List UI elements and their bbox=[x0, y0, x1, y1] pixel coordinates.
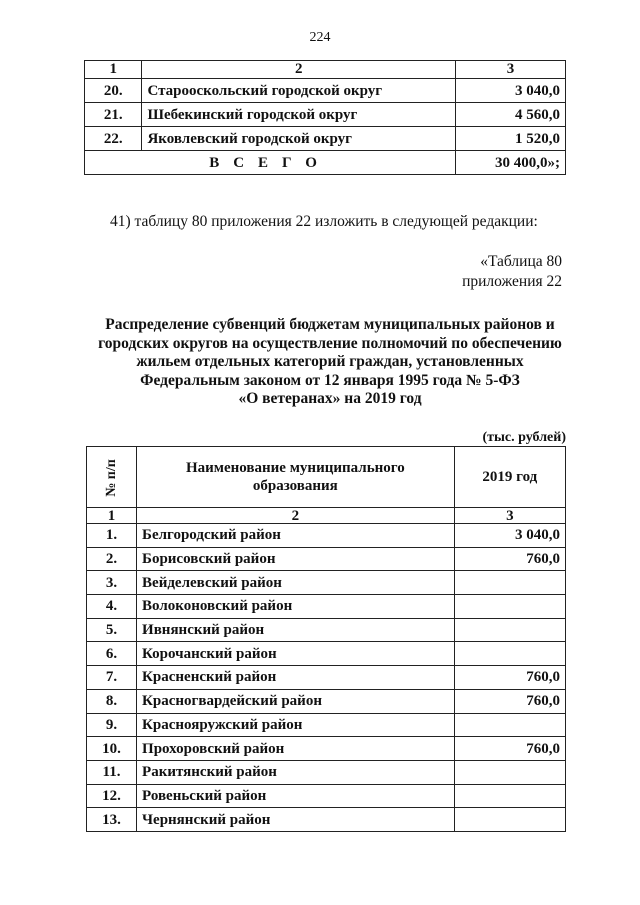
header-number bbox=[87, 447, 137, 508]
row-name: Ровеньский район bbox=[137, 784, 455, 808]
table-row bbox=[87, 808, 566, 832]
row-value bbox=[454, 784, 565, 808]
row-value bbox=[454, 713, 565, 737]
table-reference bbox=[462, 252, 562, 292]
column-number: 1 bbox=[85, 61, 142, 79]
row-name: Шебекинский городской округ bbox=[142, 103, 456, 127]
table-reference-line: «Таблица 80 bbox=[480, 253, 562, 270]
table-column-numbers bbox=[85, 61, 566, 79]
row-number: 20. bbox=[85, 79, 142, 103]
row-number: 6. bbox=[87, 642, 137, 666]
row-name: Корочанский район bbox=[137, 642, 455, 666]
row-number: 9. bbox=[87, 713, 137, 737]
row-value bbox=[454, 595, 565, 619]
row-number: 7. bbox=[87, 666, 137, 690]
title-line: Федеральным законом от 12 января 1995 года № 5-ФЗ bbox=[140, 371, 520, 389]
row-name: Ракитянский район bbox=[137, 760, 455, 784]
row-number: 2. bbox=[87, 547, 137, 571]
header-name-line: Наименование муниципального bbox=[185, 460, 405, 476]
row-value: 4 560,0 bbox=[456, 103, 566, 127]
row-value: 3 040,0 bbox=[456, 79, 566, 103]
row-name: Красненский район bbox=[137, 666, 455, 690]
title-line: Распределение субвенций бюджетам муниципальных районов и bbox=[105, 316, 555, 333]
title-line: городских округов на осуществление полномочий по обеспечению bbox=[98, 334, 562, 352]
table-row bbox=[87, 595, 566, 619]
row-value: 3 040,0 bbox=[454, 524, 565, 548]
row-name: Яковлевский городской округ bbox=[142, 127, 456, 151]
table-row bbox=[87, 666, 566, 690]
table-title bbox=[80, 316, 580, 409]
table-row bbox=[87, 642, 566, 666]
table-row bbox=[85, 127, 566, 151]
row-value: 760,0 bbox=[454, 689, 565, 713]
title-line: жильем отдельных категорий граждан, установленных bbox=[136, 353, 524, 370]
column-number: 2 bbox=[142, 61, 456, 79]
row-number: 12. bbox=[87, 784, 137, 808]
row-number: 10. bbox=[87, 737, 137, 761]
column-number: 3 bbox=[454, 508, 565, 524]
title-line: «О ветеранах» на 2019 год bbox=[238, 390, 422, 407]
table-column-numbers bbox=[87, 508, 566, 524]
total-value: 30 400,0»; bbox=[456, 151, 566, 175]
column-number: 1 bbox=[87, 508, 137, 524]
row-name: Красногвардейский район bbox=[137, 689, 455, 713]
row-value bbox=[454, 618, 565, 642]
header-number-label: № п/п bbox=[103, 458, 119, 497]
row-name: Краснояружский район bbox=[137, 713, 455, 737]
table-row bbox=[87, 689, 566, 713]
row-name: Чернянский район bbox=[137, 808, 455, 832]
row-number: 21. bbox=[85, 103, 142, 127]
row-number: 3. bbox=[87, 571, 137, 595]
table-row bbox=[87, 571, 566, 595]
amendment-instruction: 41) таблицу 80 приложения 22 изложить в следующей редакции: bbox=[110, 213, 538, 230]
row-number: 5. bbox=[87, 618, 137, 642]
row-value bbox=[454, 808, 565, 832]
continued-table bbox=[84, 60, 566, 175]
total-row bbox=[85, 151, 566, 175]
page-number: 224 bbox=[309, 30, 331, 45]
row-name: Волоконовский район bbox=[137, 595, 455, 619]
row-value: 1 520,0 bbox=[456, 127, 566, 151]
row-value: 760,0 bbox=[454, 737, 565, 761]
table-row bbox=[87, 524, 566, 548]
row-name: Старооскольский городской округ bbox=[142, 79, 456, 103]
table-reference-line: приложения 22 bbox=[462, 273, 562, 290]
row-name: Борисовский район bbox=[137, 547, 455, 571]
row-number: 8. bbox=[87, 689, 137, 713]
table-row bbox=[85, 103, 566, 127]
row-name: Прохоровский район bbox=[137, 737, 455, 761]
table-row bbox=[87, 547, 566, 571]
row-value bbox=[454, 760, 565, 784]
row-value bbox=[454, 642, 565, 666]
row-number: 22. bbox=[85, 127, 142, 151]
row-number: 11. bbox=[87, 760, 137, 784]
row-name: Вейделевский район bbox=[137, 571, 455, 595]
header-name bbox=[137, 447, 455, 508]
row-name: Ивнянский район bbox=[137, 618, 455, 642]
table-row bbox=[87, 737, 566, 761]
header-year: 2019 год bbox=[454, 447, 565, 508]
table-row bbox=[87, 784, 566, 808]
units-label: (тыс. рублей) bbox=[482, 430, 566, 445]
table-header bbox=[87, 447, 566, 508]
row-value: 760,0 bbox=[454, 547, 565, 571]
row-number: 1. bbox=[87, 524, 137, 548]
total-label: ВСЕГО bbox=[85, 151, 456, 175]
table-row bbox=[87, 618, 566, 642]
row-name: Белгородский район bbox=[137, 524, 455, 548]
header-name-line: образования bbox=[252, 478, 338, 494]
table-row bbox=[85, 79, 566, 103]
table-row bbox=[87, 760, 566, 784]
row-value: 760,0 bbox=[454, 666, 565, 690]
row-number: 13. bbox=[87, 808, 137, 832]
row-value bbox=[454, 571, 565, 595]
column-number: 3 bbox=[456, 61, 566, 79]
row-number: 4. bbox=[87, 595, 137, 619]
column-number: 2 bbox=[137, 508, 455, 524]
table-row bbox=[87, 713, 566, 737]
subvention-table bbox=[86, 446, 566, 832]
